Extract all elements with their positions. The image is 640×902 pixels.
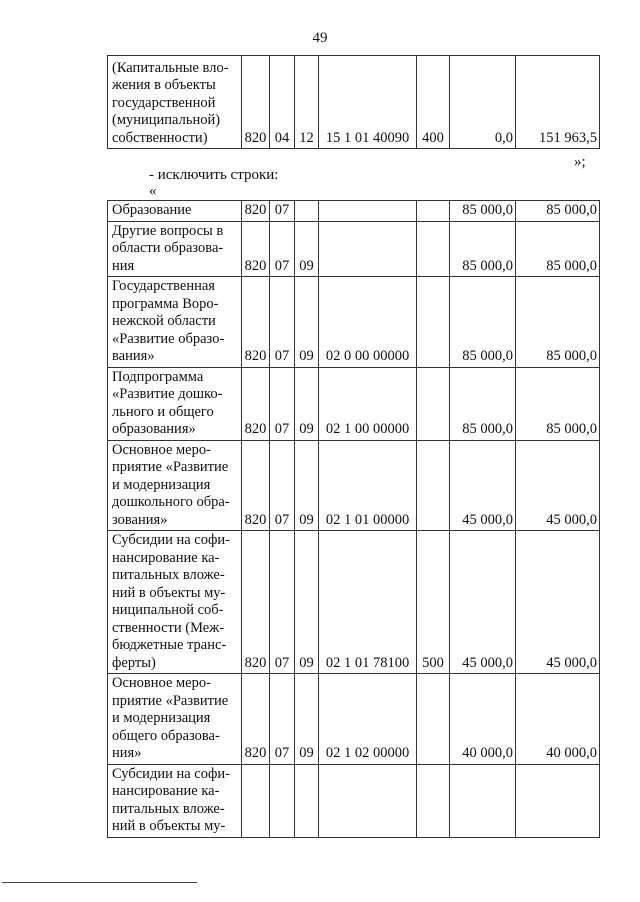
cell-rz: 07: [270, 277, 295, 368]
cell-rz: 07: [270, 440, 295, 531]
cell-vr: 500: [417, 531, 450, 674]
cell-sum-1: 85 000,0: [450, 277, 516, 368]
cell-vr: 400: [417, 56, 450, 149]
cell-rz: [270, 764, 295, 837]
cell-sum-2: 85 000,0: [516, 277, 600, 368]
cell-sum-1: 40 000,0: [450, 674, 516, 765]
top-table-body: [108, 56, 600, 149]
cell-sum-2: [516, 764, 600, 837]
table-row: [108, 764, 600, 837]
cell-pr: 09: [295, 367, 319, 440]
cell-sum-1: 85 000,0: [450, 367, 516, 440]
cell-vr: [417, 674, 450, 765]
cell-gr: 820: [242, 221, 270, 277]
table-row: [108, 201, 600, 222]
cell-csr: 02 1 01 00000: [319, 440, 417, 531]
cell-csr: [319, 201, 417, 222]
closing-quote-mark: »;: [574, 154, 586, 170]
cell-sum-1: 45 000,0: [450, 531, 516, 674]
cell-gr: [242, 764, 270, 837]
cell-sum-1: 0,0: [450, 56, 516, 149]
cell-sum-1: 85 000,0: [450, 201, 516, 222]
cell-pr: 09: [295, 440, 319, 531]
table-row: [108, 221, 600, 277]
cell-vr: [417, 221, 450, 277]
cell-rz: 07: [270, 531, 295, 674]
cell-csr: 02 1 01 78100: [319, 531, 417, 674]
cell-sum-1: 85 000,0: [450, 221, 516, 277]
cell-gr: 820: [242, 201, 270, 222]
cell-sum-2: 45 000,0: [516, 440, 600, 531]
row-name: Подпрограмма «Развитие дошко- льного и общего образования»: [108, 367, 242, 440]
page-number: 49: [312, 30, 328, 46]
table-row: [108, 56, 600, 149]
cell-rz: 07: [270, 674, 295, 765]
cell-pr: [295, 201, 319, 222]
cell-pr: 09: [295, 277, 319, 368]
cell-gr: 820: [242, 56, 270, 149]
row-name: Основное меро- приятие «Развитие и модернизация общего образова- ния»: [108, 674, 242, 765]
table-row: [108, 531, 600, 674]
cell-pr: 12: [295, 56, 319, 149]
cell-sum-2: 85 000,0: [516, 221, 600, 277]
cell-vr: [417, 367, 450, 440]
row-name: Субсидии на софи- нансирование ка- питальных вложе- ний в объекты му-: [108, 764, 242, 837]
opening-quote-mark: «: [149, 183, 157, 199]
excluded-rows-table: [107, 200, 600, 838]
cell-sum-2: 45 000,0: [516, 531, 600, 674]
cell-csr: [319, 764, 417, 837]
cell-gr: 820: [242, 531, 270, 674]
cell-gr: 820: [242, 367, 270, 440]
cell-vr: [417, 764, 450, 837]
cell-gr: 820: [242, 440, 270, 531]
cell-pr: 09: [295, 674, 319, 765]
cell-vr: [417, 277, 450, 368]
cell-csr: 02 1 02 00000: [319, 674, 417, 765]
table-row: [108, 367, 600, 440]
row-name: Образование: [108, 201, 242, 222]
top-budget-table: [107, 55, 600, 149]
cell-sum-1: [450, 764, 516, 837]
exclude-rows-instruction: - исключить строки:: [149, 167, 279, 183]
cell-pr: 09: [295, 531, 319, 674]
cell-pr: 09: [295, 221, 319, 277]
cell-vr: [417, 201, 450, 222]
cell-sum-1: 45 000,0: [450, 440, 516, 531]
cell-rz: 04: [270, 56, 295, 149]
cell-csr: 02 1 00 00000: [319, 367, 417, 440]
cell-csr: 15 1 01 40090: [319, 56, 417, 149]
cell-pr: [295, 764, 319, 837]
cell-gr: 820: [242, 674, 270, 765]
cell-csr: 02 0 00 00000: [319, 277, 417, 368]
cell-sum-2: 151 963,5: [516, 56, 600, 149]
row-name: Другие вопросы в области образова- ния: [108, 221, 242, 277]
cell-rz: 07: [270, 201, 295, 222]
cell-rz: 07: [270, 221, 295, 277]
row-name: Основное меро- приятие «Развитие и модернизация дошкольного обра- зования»: [108, 440, 242, 531]
cell-vr: [417, 440, 450, 531]
cell-sum-2: 40 000,0: [516, 674, 600, 765]
row-name: Государственная программа Воро- нежской области «Развитие образо- вания»: [108, 277, 242, 368]
cell-sum-2: 85 000,0: [516, 367, 600, 440]
cell-sum-2: 85 000,0: [516, 201, 600, 222]
row-name: (Капитальные вло- жения в объекты государственной (муниципальной) собственности): [108, 56, 242, 149]
main-table-body: [108, 201, 600, 838]
footnote-rule: [2, 882, 197, 883]
cell-gr: 820: [242, 277, 270, 368]
cell-rz: 07: [270, 367, 295, 440]
table-row: [108, 440, 600, 531]
table-row: [108, 674, 600, 765]
table-row: [108, 277, 600, 368]
row-name: Субсидии на софи- нансирование ка- питальных вложе- ний в объекты му- ниципальной соб- ственности (Меж- бюджетные транс- ферты): [108, 531, 242, 674]
cell-csr: [319, 221, 417, 277]
